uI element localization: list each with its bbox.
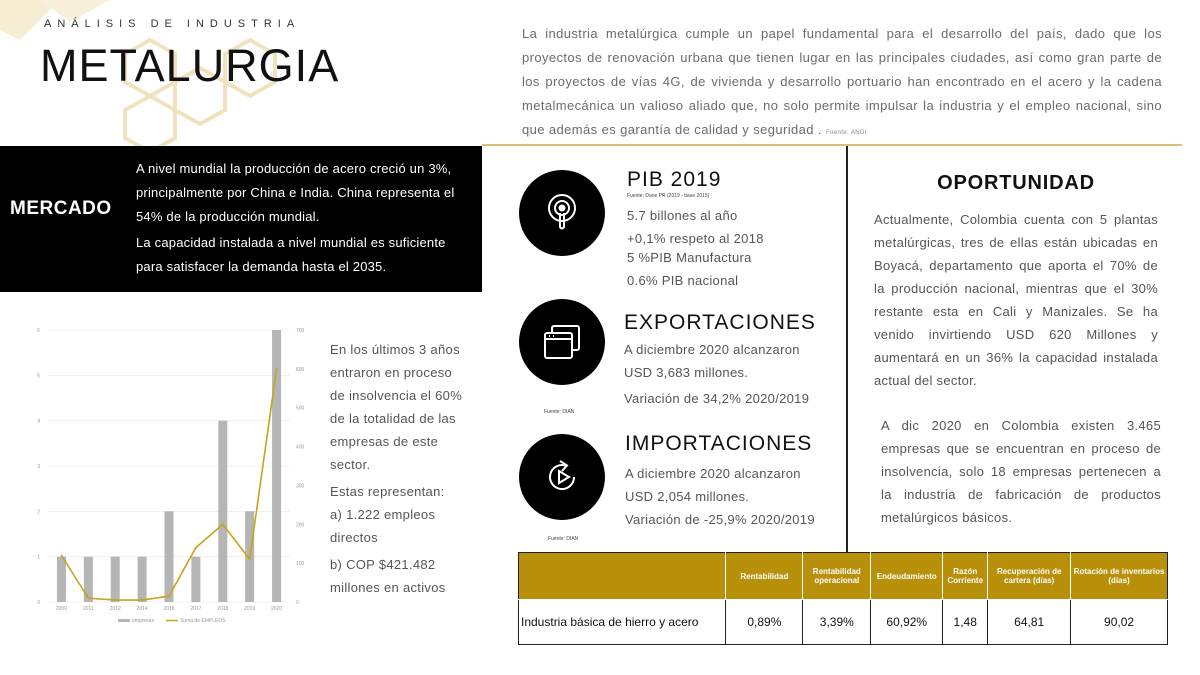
header-subtitle: ANÁLISIS DE INDUSTRIA (44, 18, 301, 30)
y-right-tick-label: 300 (296, 483, 305, 490)
y-left-tick-label: 6 (37, 328, 40, 334)
intro-text: La industria metalúrgica cumple un papel fundamental para el desarrollo del país, dado que los proyectos de renovación urbana que tienen lugar en las principales ciudades, así como gran parte de los proyectos de vías 4G, de vivienda y desarrollo portuario han encontrado en el acero y la cadena metalmecánica un valioso aliado que, no solo permite impulsar la industria y el empleo nacional, sino que además es garantía de calidad y seguridad . (522, 26, 1162, 137)
table-cell: 60,92% (871, 600, 943, 645)
mercado-panel (0, 146, 482, 292)
pib-line-2: +0,1% respeto al 2018 (627, 231, 764, 246)
x-tick-label: 2016 (163, 606, 175, 612)
exportaciones-title: EXPORTACIONES (624, 311, 816, 334)
chart-note-p2: Estas representan: (330, 484, 445, 499)
y-right-tick-label: 100 (296, 561, 305, 568)
chart-line-point (195, 547, 197, 549)
table-row (519, 600, 1168, 645)
y-left-tick-label: 1 (37, 554, 40, 561)
browser-windows-icon (519, 299, 605, 385)
chart-bar (218, 421, 227, 602)
x-tick-label: 2020 (270, 606, 283, 612)
table-header-cell: Recuperación de cartera (días) (988, 553, 1071, 600)
table-header-cell: Rotación de inventarios (días) (1071, 553, 1168, 600)
x-tick-label: 2012 (109, 606, 121, 612)
chart-bar (191, 557, 200, 602)
legend-label: empresas (132, 618, 154, 624)
y-right-tick-label: 700 (296, 328, 305, 334)
mercado-text (136, 157, 476, 279)
table-header-cell: Endeudamiento (871, 553, 943, 600)
pib-line-1: 5.7 billones al año (627, 208, 738, 223)
importaciones-title: IMPORTACIONES (625, 432, 813, 455)
table-header-cell (519, 553, 726, 600)
exportaciones-line-3: Variación de 34,2% 2020/2019 (624, 391, 810, 406)
chart-line-point (168, 595, 170, 597)
table-cell: 64,81 (988, 600, 1071, 645)
legend-label: Suma de EMPLEOS (180, 618, 226, 624)
chart-bar (165, 511, 174, 602)
insolvency-chart (28, 322, 318, 632)
chart-line-point (88, 597, 90, 599)
chart-note (330, 338, 470, 599)
table-cell: 3,39% (803, 600, 871, 645)
y-right-tick-label: 0 (296, 600, 299, 606)
pib-source: Fuente: Dane PR (2019 - base 2015) (627, 193, 710, 199)
y-left-tick-label: 5 (37, 373, 40, 380)
table-cell: 0,89% (726, 600, 803, 645)
table-header-cell: Rentabilidad operacional (803, 553, 871, 600)
table-cell: 90,02 (1071, 600, 1168, 645)
oportunidad-paragraph-2: A dic 2020 en Colombia existen 3.465 empresas que se encuentran en proceso de insolvencia, solo 18 empresas pertenecen a la industria de fabricación de productos metalúrgicos básicos. (881, 418, 1161, 525)
chart-note-p3: a) 1.222 empleos directos (330, 507, 436, 545)
exportaciones-line-2: USD 3,683 millones. (624, 365, 749, 380)
y-left-tick-label: 2 (37, 509, 40, 516)
pib-line-4: 0.6% PIB nacional (627, 273, 739, 288)
chart-line-point (249, 558, 251, 560)
mercado-paragraph-2: La capacidad instalada a nivel mundial es suficiente para satisfacer la demanda hasta el 2035. (136, 235, 446, 274)
chart-bar (111, 557, 120, 602)
gold-divider (482, 144, 1182, 146)
mercado-paragraph-1: A nivel mundial la producción de acero creció un 3%, principalmente por China e India. China representa el 54% de la producción mundial. (136, 161, 455, 224)
oportunidad-title: OPORTUNIDAD (937, 172, 1095, 194)
y-right-tick-label: 400 (296, 444, 305, 451)
intro-paragraph (522, 22, 1162, 145)
x-tick-label: 2018 (217, 606, 229, 612)
chart-note-p4: b) COP $421.482 millones en activos (330, 557, 446, 595)
legend-swatch-bar (118, 619, 130, 622)
y-right-tick-label: 600 (296, 366, 305, 373)
table-header-cell: Rentabilidad (726, 553, 803, 600)
chart-bar (57, 557, 66, 602)
y-right-tick-label: 500 (296, 405, 305, 412)
chart-bar (84, 557, 93, 602)
oportunidad-paragraph-1: Actualmente, Colombia cuenta con 5 plantas metalúrgicas, tres de ellas están ubicadas en Boyacá, departamento que aporta el 70% de la producción nacional, mientras que el 30% restante esta en Cali y Manizales. Se ha venido invirtiendo USD 620 Millones y aumentará en un 36% la capacidad instalada actual del sector. (874, 212, 1158, 388)
table-cell: Industria básica de hierro y acero (519, 600, 726, 645)
mercado-label: MERCADO (10, 198, 112, 219)
table-cell: 1,48 (943, 600, 988, 645)
refresh-play-icon (519, 434, 605, 520)
pib-line-3: 5 %PIB Manufactura (627, 250, 752, 265)
y-left-tick-label: 4 (37, 418, 40, 425)
table-header-row (519, 553, 1168, 600)
importaciones-source: Fuente: DIAN (548, 536, 579, 542)
exportaciones-line-1: A diciembre 2020 alcanzaron (624, 342, 800, 357)
page-title: METALURGIA (40, 40, 340, 91)
x-tick-label: 2017 (190, 606, 202, 612)
pib-title: PIB 2019 (627, 168, 722, 191)
y-left-tick-label: 0 (37, 600, 40, 606)
chart-note-p1: En los últimos 3 años entraron en proceso de insolvencia el 60% de la totalidad de las empresas de este sector. (330, 342, 463, 472)
vertical-divider (846, 146, 848, 552)
podcast-icon (519, 170, 605, 256)
chart-line-point (141, 599, 143, 601)
importaciones-line-2: USD 2,054 millones. (625, 489, 750, 504)
chart-line-point (222, 523, 224, 525)
chart-line-point (276, 368, 278, 370)
table-header-cell: Razón Corriente (943, 553, 988, 600)
y-left-tick-label: 3 (37, 464, 40, 470)
x-tick-label: 2011 (82, 606, 94, 612)
exportaciones-source: Fuente: DIAN (544, 409, 575, 415)
financial-indicators-table (518, 552, 1168, 645)
importaciones-line-1: A diciembre 2020 alcanzaron (625, 466, 801, 481)
intro-source: Fuente: ANDI (825, 130, 867, 136)
chart-line-point (114, 599, 116, 601)
x-tick-label: 2019 (244, 606, 256, 612)
chart-bar (138, 557, 147, 602)
importaciones-line-3: Variación de -25,9% 2020/2019 (625, 512, 815, 527)
x-tick-label: 2000 (55, 606, 68, 612)
chart-line-point (61, 555, 63, 557)
x-tick-label: 2014 (136, 606, 148, 612)
y-right-tick-label: 200 (296, 522, 305, 529)
